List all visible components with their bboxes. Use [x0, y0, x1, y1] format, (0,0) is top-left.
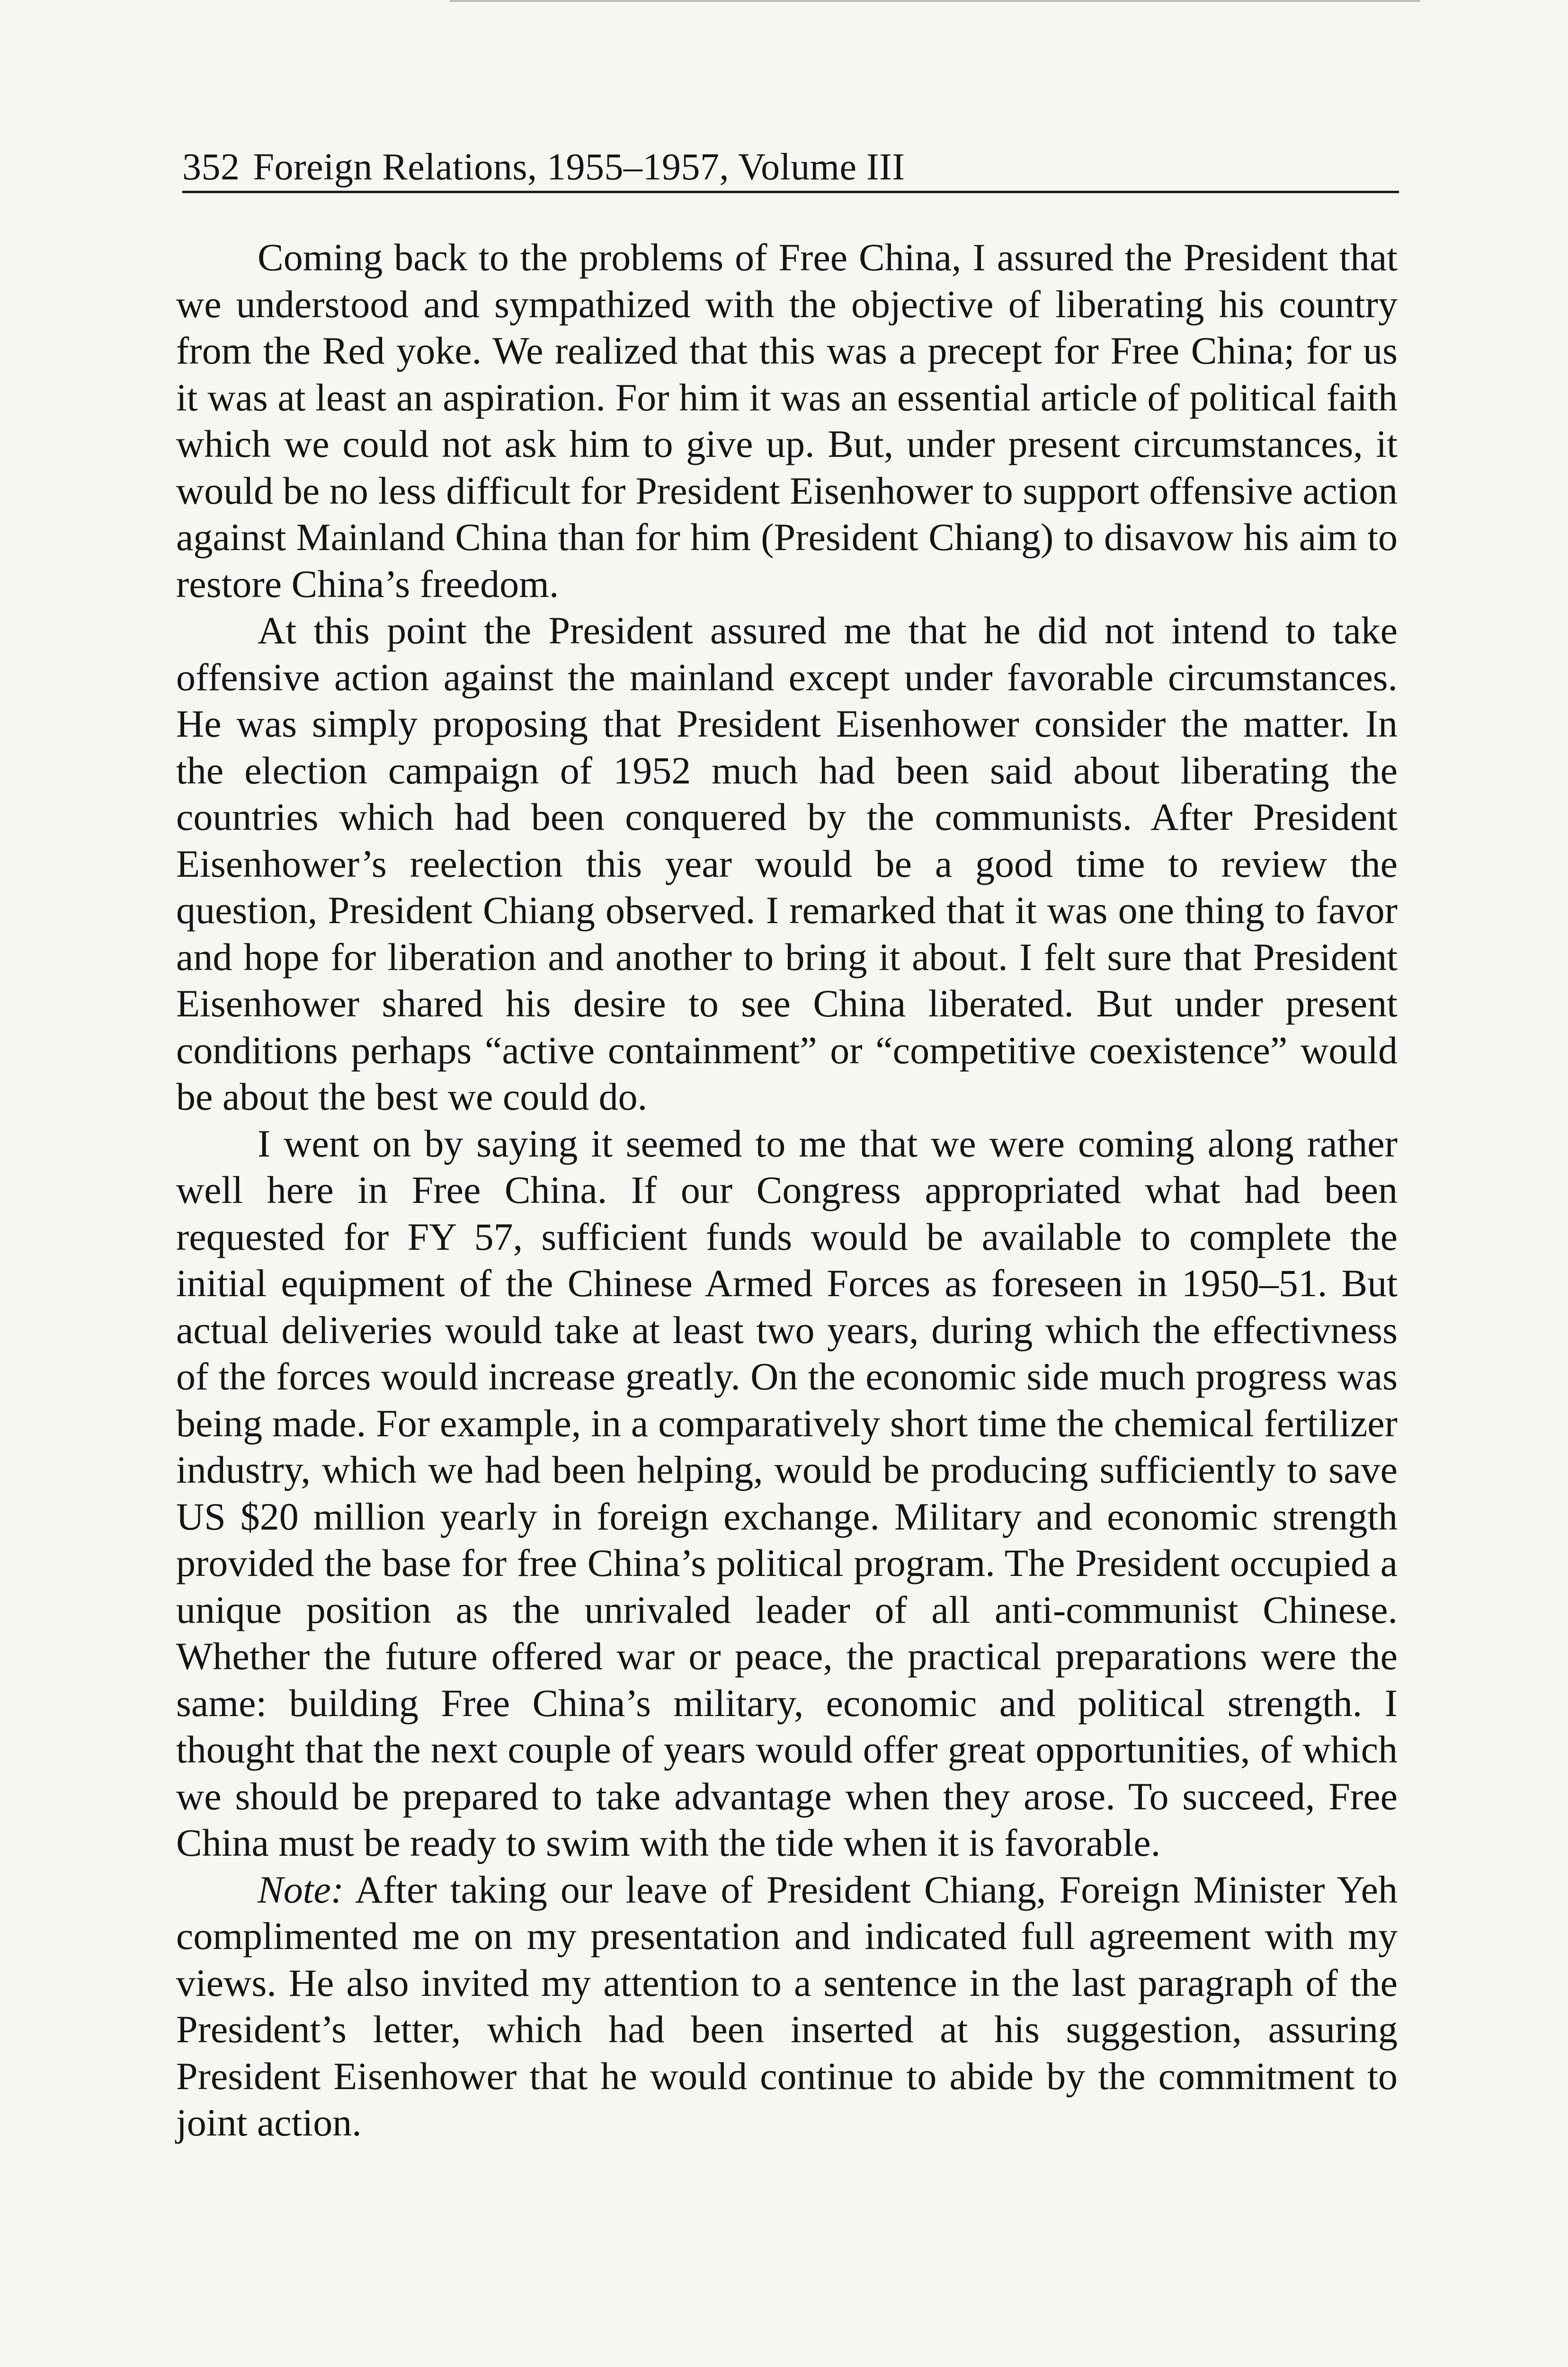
note-text: After taking our leave of President Chiang, Foreign Minister Yeh complimented me on my presentation and indicated full agreement with my views. He also invited my attention to a sentence in the last paragraph of the President’s letter, which had been inserted at his suggestion, assuring President Eisenhower that he would continue to abide by the commitment to joint action.	[176, 1868, 1398, 2144]
running-title: Foreign Relations, 1955–1957, Volume III	[253, 146, 905, 188]
paragraph-offensive-action: At this point the President assured me that he did not intend to take offensive action against the mainland except under favorable circumstances. He was simply proposing that President Eisenhower consider the matter. In the election campaign of 1952 much had been said about liberating the countries which had been conquered by the communists. After President Eisenhower’s reelection this year would be a good time to review the question, President Chiang observed. I remarked that it was one thing to favor and hope for liberation and another to bring it about. I felt sure that President Eisenhower shared his desire to see China liberated. But under present conditions perhaps “active containment” or “competitive coexistence” would be about the best we could do.	[176, 609, 1398, 1118]
top-edge-rule	[450, 0, 1420, 2]
page-number: 352	[182, 146, 240, 188]
paragraph-free-china: Coming back to the problems of Free China, I assured the President that we understood and sympathized with the objective of liberating his country from the Red yoke. We realized that this was a precept for Free China; for us it was at least an aspiration. For him it was an essential article of political faith which we could not ask him to give up. But, under present circumstances, it would be no less difficult for President Eisenhower to support offensive action against Mainland China than for him (President Chiang) to disavow his aim to restore China’s freedom.	[176, 236, 1398, 605]
header-line	[182, 148, 905, 186]
note-label: Note:	[258, 1868, 344, 1911]
running-header	[182, 127, 1399, 193]
document-body	[176, 234, 1398, 2146]
paragraph-progress: I went on by saying it seemed to me that we were coming along rather well here in Free China. If our Congress appropriated what had been requested for FY 57, sufficient funds would be available to complete the initial equipment of the Chinese Armed Forces as foreseen in 1950–51. But actual deliveries would take at least two years, during which the effectivness of the forces would increase greatly. On the economic side much progress was being made. For example, in a comparatively short time the chemical fertilizer industry, which we had been helping, would be producing sufficiently to save US $20 million yearly in foreign exchange. Military and economic strength provided the base for free China’s political program. The President occupied a unique position as the unrivaled leader of all anti-communist Chinese. Whether the future offered war or peace, the practical preparations were the same: building Free China’s military, economic and political strength. I thought that the next couple of years would offer great opportunities, of which we should be prepared to take advantage when they arose. To succeed, Free China must be ready to swim with the tide when it is favorable.	[176, 1121, 1398, 1864]
paragraph-note	[176, 1867, 1398, 2146]
